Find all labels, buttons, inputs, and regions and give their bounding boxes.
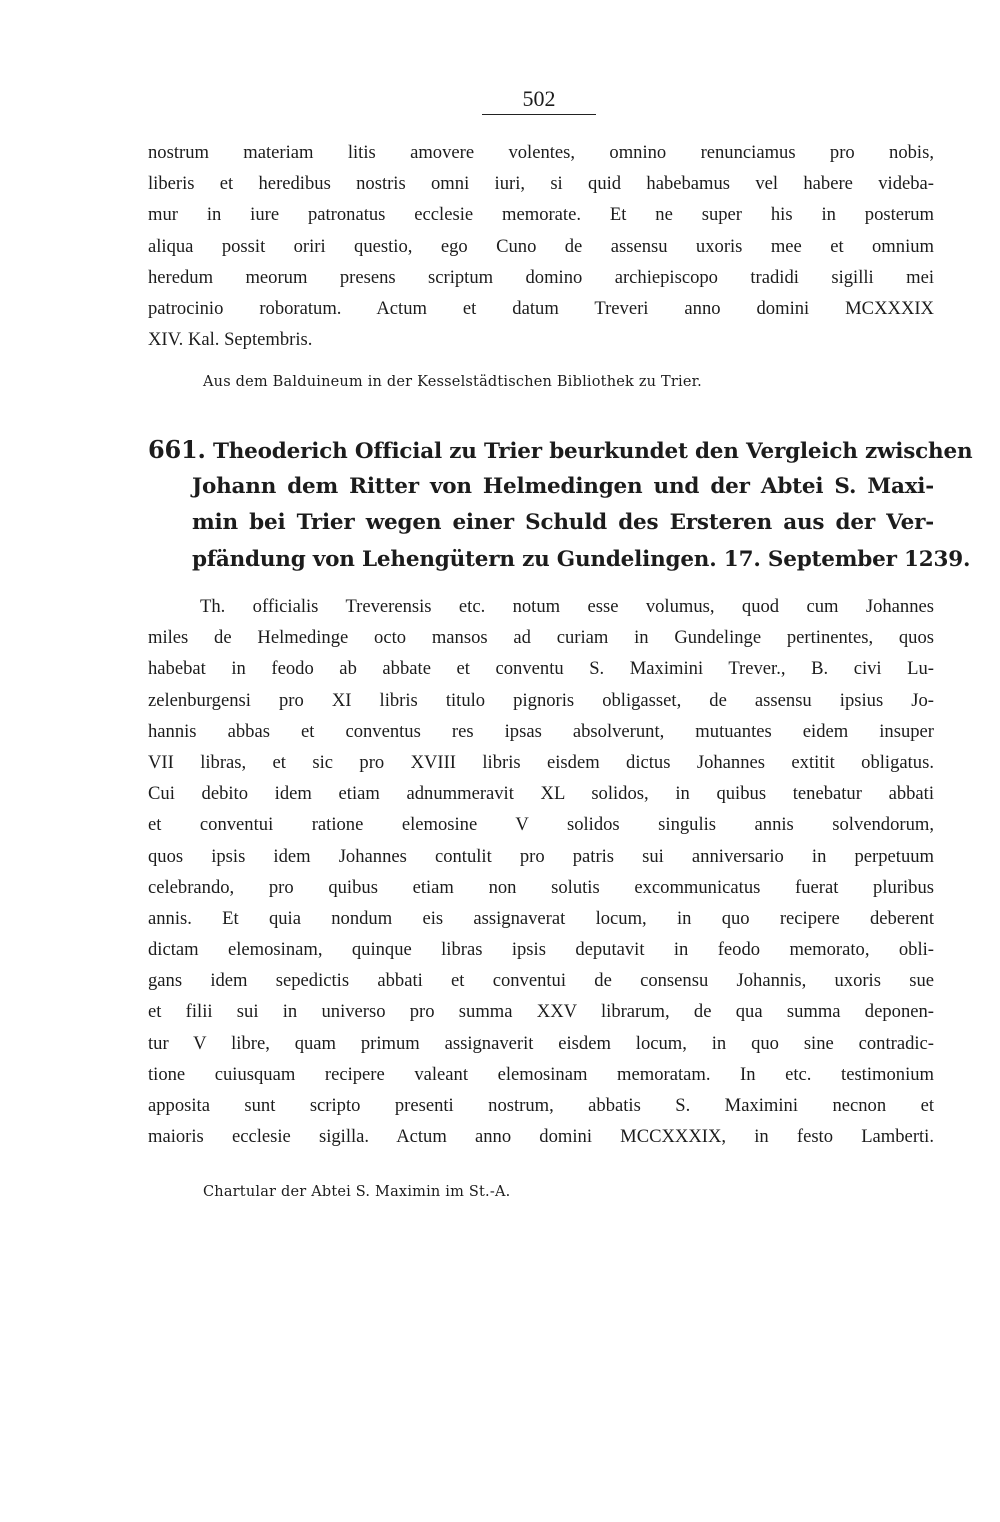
heading-line bbox=[148, 432, 973, 469]
text-line: habebat in feodo ab abbate et conventu S. Maximini Trever., B. civi Lu- bbox=[148, 658, 934, 680]
text-line: tur V libre, quam primum assignaverit eisdem locum, in quo sine contradic- bbox=[148, 1032, 934, 1054]
text-line: et filii sui in universo pro summa XXV librarum, de qua summa deponen- bbox=[148, 1001, 934, 1023]
heading-line: pfändung von Lehengütern zu Gundelingen. 17. September 1239. bbox=[192, 546, 971, 572]
text-line: maioris ecclesie sigilla. Actum anno domini MCCXXXIX, in festo Lamberti. bbox=[148, 1126, 934, 1148]
document-heading bbox=[148, 432, 973, 578]
text-line: VII libras, et sic pro XVIII libris eisdem dictus Johannes extitit obligatus. bbox=[148, 751, 934, 773]
previous-document-ending bbox=[148, 137, 934, 355]
text-line: zelenburgensi pro XI libris titulo pignoris obligasset, de assensu ipsius Jo- bbox=[148, 689, 934, 711]
source-note: Aus dem Balduineum in der Kesselstädtischen Bibliothek zu Trier. bbox=[203, 374, 702, 390]
page-number: 502 bbox=[482, 86, 596, 115]
text-line: Th. officialis Treverensis etc. notum esse volumus, quod cum Johannes bbox=[200, 596, 934, 617]
heading-text: Theoderich Official zu Trier beurkundet den Vergleich zwischen bbox=[212, 439, 973, 464]
source-note: Chartular der Abtei S. Maximin im St.-A. bbox=[203, 1184, 511, 1200]
text-line: mur in iure patronatus ecclesie memorate. Et ne super his in posterum bbox=[148, 204, 934, 226]
text-line: annis. Et quia nondum eis assignaverat locum, in quo recipere deberent bbox=[148, 907, 934, 929]
text-line: miles de Helmedinge octo mansos ad curiam in Gundelinge pertinentes, quos bbox=[148, 627, 934, 649]
text-line: heredum meorum presens scriptum domino archiepiscopo tradidi sigilli mei bbox=[148, 266, 934, 288]
text-line: nostrum materiam litis amovere volentes, omnino renunciamus pro nobis, bbox=[148, 142, 934, 163]
text-line: liberis et heredibus nostris omni iuri, si quid habebamus vel habere videba- bbox=[148, 173, 934, 195]
text-line: aliqua possit oriri questio, ego Cuno de assensu uxoris mee et omnium bbox=[148, 235, 934, 257]
text-line: tione cuiusquam recipere valeant elemosinam memoratam. In etc. testimonium bbox=[148, 1063, 934, 1085]
text-line: apposita sunt scripto presenti nostrum, abbatis S. Maximini necnon et bbox=[148, 1095, 934, 1116]
heading-line: Johann dem Ritter von Helmedingen und der Abtei S. Maxi- bbox=[192, 473, 934, 499]
document-body bbox=[148, 591, 934, 1152]
text-line: gans idem sepedictis abbati et conventui de consensu Johannis, uxoris sue bbox=[148, 970, 934, 992]
text-line: XIV. Kal. Septembris. bbox=[148, 329, 313, 351]
document-number: 661. bbox=[148, 435, 206, 464]
text-line: celebrando, pro quibus etiam non solutis excommunicatus fuerat pluribus bbox=[148, 876, 934, 898]
text-line: hannis abbas et conventus res ipsas absolverunt, mutuantes eidem insuper bbox=[148, 720, 934, 742]
text-line: dictam elemosinam, quinque libras ipsis deputavit in feodo memorato, obli- bbox=[148, 939, 934, 961]
text-line: quos ipsis idem Johannes contulit pro patris sui anniversario in perpetuum bbox=[148, 845, 934, 867]
text-line: et conventui ratione elemosine V solidos singulis annis solvendorum, bbox=[148, 814, 934, 836]
text-line: Cui debito idem etiam adnummeravit XL solidos, in quibus tenebatur abbati bbox=[148, 783, 934, 805]
text-line: patrocinio roboratum. Actum et datum Treveri anno domini MCXXXIX bbox=[148, 297, 934, 319]
heading-line: min bei Trier wegen einer Schuld des Ersteren aus der Ver- bbox=[192, 510, 934, 535]
